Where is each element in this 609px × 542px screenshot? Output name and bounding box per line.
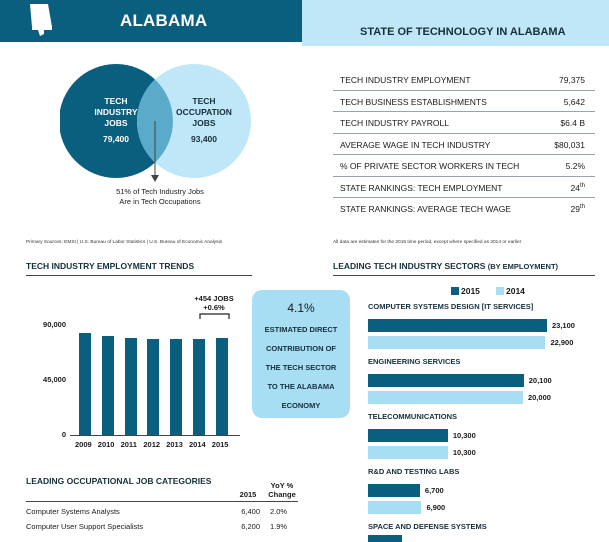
trend-bar — [147, 339, 159, 435]
legend-2014-label: 2014 — [506, 286, 525, 296]
trend-x-tick: 2011 — [120, 440, 137, 449]
report-title: STATE OF TECHNOLOGY IN ALABAMA — [360, 26, 566, 38]
callout-line: TO THE ALABAMA — [267, 382, 335, 391]
stat-row — [333, 198, 595, 220]
trend-bar — [102, 336, 114, 435]
stat-label: STATE RANKINGS: TECH EMPLOYMENT — [340, 182, 503, 193]
contribution-pct: 4.1% — [287, 301, 315, 315]
stat-row — [333, 69, 595, 91]
sector-bar-2015 — [368, 319, 547, 332]
trend-bar — [216, 338, 228, 435]
sector-label: COMPUTER SYSTEMS DESIGN [IT SERVICES] — [368, 302, 534, 311]
estimates-note: All data are estimates for the 2015 time period, except where specified as 2014 or earlier — [333, 240, 522, 245]
sector-value-2015: 6,700 — [424, 486, 444, 495]
stat-value: 5,642 — [563, 96, 585, 107]
stat-row — [333, 112, 595, 134]
legend-2014-swatch — [496, 287, 504, 295]
sources-note: Primary Sources: EMSI | U.S. Bureau of Labor Statistics | U.S. Bureau of Economic Analysis — [26, 240, 223, 245]
stat-label: TECH INDUSTRY EMPLOYMENT — [340, 75, 471, 85]
header-banner-light — [302, 0, 609, 46]
sector-bar-2014 — [368, 336, 545, 349]
occ-yoy: 1.9% — [270, 522, 288, 531]
sector-bar-2014 — [368, 391, 523, 404]
sector-bar-2015 — [368, 429, 448, 442]
stat-value: $80,031 — [554, 139, 585, 150]
stat-label: STATE RANKINGS: AVERAGE TECH WAGE — [340, 204, 511, 214]
alabama-map-icon — [22, 3, 60, 37]
stat-row — [333, 134, 595, 156]
sector-value-2014: 22,900 — [550, 338, 574, 347]
sectors-title: LEADING TECH INDUSTRY SECTORS (BY EMPLOYMENT) — [333, 261, 559, 271]
trend-bracket — [199, 312, 231, 320]
trend-x-tick: 2012 — [143, 440, 161, 449]
trend-bar — [170, 339, 182, 435]
sector-bar-2015 — [368, 484, 420, 497]
sectors-divider — [333, 275, 595, 276]
venn-left-value: 79,400 — [103, 134, 129, 144]
stat-label: TECH INDUSTRY PAYROLL — [340, 118, 449, 128]
stat-value: 24th — [570, 182, 585, 193]
trend-x-tick: 2009 — [75, 440, 92, 449]
state-name: ALABAMA — [120, 11, 208, 30]
trend-bar — [79, 333, 91, 435]
callout-line: ECONOMY — [281, 401, 321, 410]
stat-value: 79,375 — [559, 75, 585, 85]
trend-bar — [125, 338, 137, 435]
sector-bar-2014 — [368, 501, 421, 514]
trend-annotation-jobs: +454 JOBS — [194, 294, 234, 303]
stat-value: 5.2% — [565, 161, 585, 171]
stat-row — [333, 177, 595, 199]
stat-row — [333, 91, 595, 113]
stat-row — [333, 155, 595, 177]
occupations-title: LEADING OCCUPATIONAL JOB CATEGORIES — [26, 476, 212, 486]
occ-col-year: 2015 — [239, 490, 257, 499]
venn-caption: 51% of Tech Industry Jobs Are in Tech Occupations — [116, 187, 204, 206]
sector-value-2014: 6,900 — [426, 503, 446, 512]
stat-value: 29th — [570, 204, 585, 214]
trend-x-axis — [70, 435, 240, 436]
occ-jobs: 6,200 — [241, 522, 260, 531]
sectors-subtitle: (BY EMPLOYMENT) — [487, 262, 559, 271]
stat-value: $6.4 B — [560, 118, 585, 128]
trend-y-tick: 0 — [61, 430, 66, 439]
trends-divider — [26, 275, 252, 276]
stat-label: AVERAGE WAGE IN TECH INDUSTRY — [340, 139, 491, 150]
sector-label: SPACE AND DEFENSE SYSTEMS — [368, 522, 487, 531]
sector-label: TELECOMMUNICATIONS — [368, 412, 458, 421]
stat-value-suffix: th — [579, 182, 585, 189]
stat-label: TECH BUSINESS ESTABLISHMENTS — [340, 96, 487, 107]
occ-col-yoy: YoY % Change — [268, 481, 296, 499]
trend-x-tick: 2013 — [166, 440, 183, 449]
venn-right-label: TECH OCCUPATION JOBS 93,400 — [164, 96, 244, 145]
sector-bar-2015 — [368, 535, 402, 542]
stat-label: % OF PRIVATE SECTOR WORKERS IN TECH — [340, 161, 520, 171]
sector-value-2014: 20,000 — [527, 393, 551, 402]
occ-name: Computer User Support Specialists — [26, 522, 144, 531]
legend-2015-label: 2015 — [461, 286, 480, 296]
trend-x-tick: 2015 — [211, 440, 229, 449]
sector-value-2015: 23,100 — [552, 321, 575, 330]
callout-line: THE TECH SECTOR — [265, 363, 337, 372]
legend-2015-swatch — [451, 287, 459, 295]
sector-bar-2015 — [368, 374, 524, 387]
sector-bar-2014 — [368, 446, 448, 459]
sector-value-2015: 20,100 — [528, 376, 552, 385]
trend-annotation — [189, 294, 239, 312]
venn-right-value: 93,400 — [191, 134, 217, 144]
callout-line: ESTIMATED DIRECT — [264, 325, 338, 334]
sector-value-2014: 10,300 — [452, 448, 476, 457]
occ-jobs: 6,400 — [241, 507, 260, 516]
venn-left-label: TECH INDUSTRY JOBS 79,400 — [76, 96, 156, 145]
trend-x-tick: 2014 — [189, 440, 206, 449]
occ-yoy: 2.0% — [270, 507, 288, 516]
trend-annotation-pct: +0.6% — [203, 303, 225, 312]
trend-y-tick: 45,000 — [43, 375, 66, 385]
trend-x-tick: 2010 — [97, 440, 115, 449]
trend-y-tick: 90,000 — [43, 320, 66, 330]
occ-name: Computer Systems Analysts — [26, 507, 120, 516]
trends-title: TECH INDUSTRY EMPLOYMENT TRENDS — [26, 261, 195, 271]
venn-arrow-icon — [151, 175, 159, 182]
sector-value-2015: 10,300 — [452, 431, 476, 440]
trend-bar — [193, 339, 205, 435]
stat-value-suffix: th — [579, 204, 585, 211]
sector-label: R&D AND TESTING LABS — [368, 467, 460, 476]
header-divider — [0, 42, 302, 46]
sector-label: ENGINEERING SERVICES — [368, 357, 461, 366]
occ-divider — [26, 501, 298, 502]
callout-line: CONTRIBUTION OF — [266, 344, 336, 353]
